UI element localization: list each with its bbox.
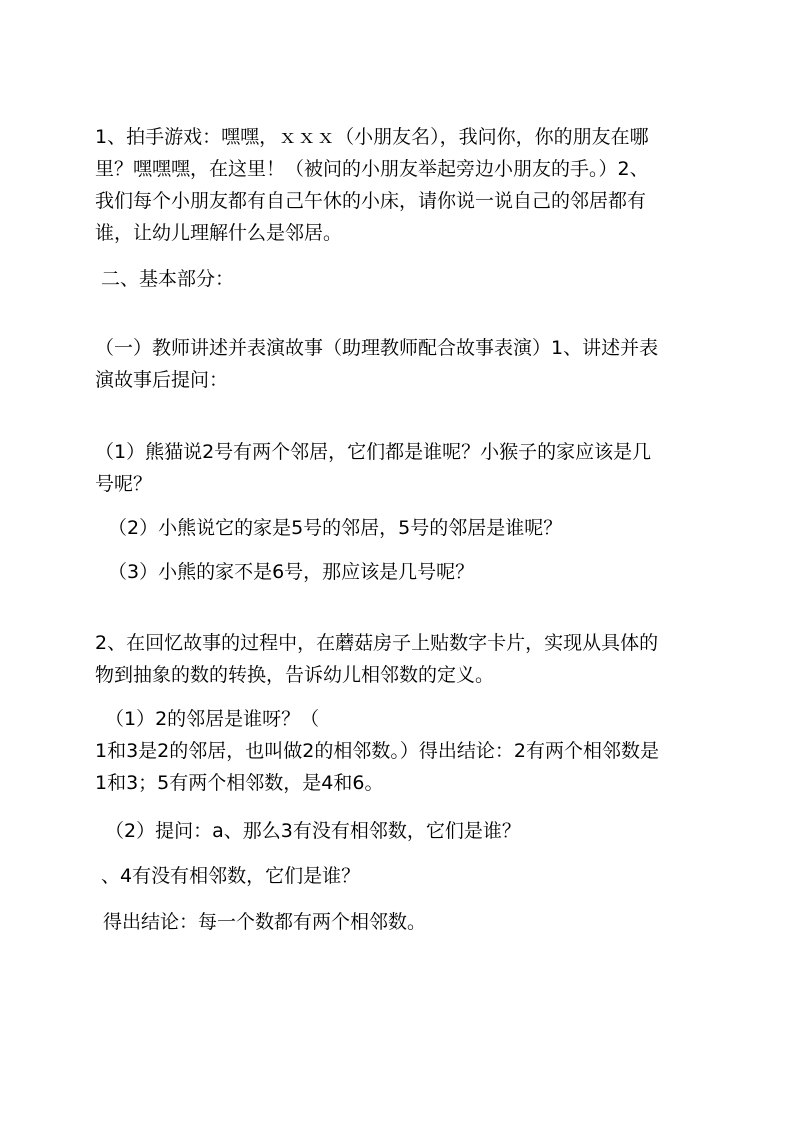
text-line: 里？嘿嘿嘿，在这里！（被问的小朋友举起旁边小朋友的手。）2、 bbox=[95, 158, 649, 180]
part-2-paragraph bbox=[95, 627, 700, 691]
text-line: 我们每个小朋友都有自己午休的小床，请你说一说自己的邻居都有 bbox=[95, 190, 647, 212]
text-line: 谁，让幼儿理解什么是邻居。 bbox=[95, 222, 343, 244]
story-paragraph bbox=[95, 332, 700, 396]
part-2-question-1 bbox=[95, 703, 700, 799]
part-2-question-2 bbox=[105, 815, 710, 847]
text-line: 2、在回忆故事的过程中，在蘑菇房子上贴数字卡片，实现从具体的 bbox=[95, 632, 659, 654]
question-1 bbox=[95, 436, 700, 500]
text-line: （一）教师讲述并表演故事（助理教师配合故事表演）1、讲述并表 bbox=[95, 337, 659, 359]
question-3 bbox=[108, 556, 713, 588]
text-line: 、4有没有相邻数，它们是谁？ bbox=[101, 865, 361, 887]
text-line: （1）熊猫说2号有两个邻居，它们都是谁呢？小猴子的家应该是几 bbox=[95, 441, 652, 463]
text-line: 1、拍手游戏：嘿嘿，ｘｘｘ（小朋友名），我问你，你的朋友在哪 bbox=[95, 126, 649, 148]
conclusion bbox=[103, 906, 708, 938]
question-2 bbox=[108, 512, 713, 544]
text-line: 演故事后提问： bbox=[95, 369, 229, 391]
text-line: （1）2的邻居是谁呀？（ bbox=[105, 708, 320, 730]
section-heading-text: 二、基本部分： bbox=[95, 268, 235, 290]
text-line: 得出结论：每一个数都有两个相邻数。 bbox=[103, 911, 427, 933]
text-line: （3）小熊的家不是6号，那应该是几号呢？ bbox=[108, 561, 475, 583]
section-heading bbox=[95, 263, 700, 295]
text-line: （2）小熊说它的家是5号的邻居，5号的邻居是谁呢？ bbox=[108, 517, 563, 539]
text-line: 号呢？ bbox=[95, 473, 153, 495]
text-line: 1和3；5有两个相邻数，是4和6。 bbox=[95, 772, 384, 794]
part-2-question-3 bbox=[101, 860, 706, 892]
text-line: 物到抽象的数的转换，告诉幼儿相邻数的定义。 bbox=[95, 664, 495, 686]
text-line: 1和3是2的邻居，也叫做2的相邻数。）得出结论：2有两个相邻数是 bbox=[95, 740, 659, 762]
text-line: （2）提问：a、那么3有没有相邻数，它们是谁？ bbox=[105, 820, 521, 842]
intro-paragraph bbox=[95, 121, 700, 249]
